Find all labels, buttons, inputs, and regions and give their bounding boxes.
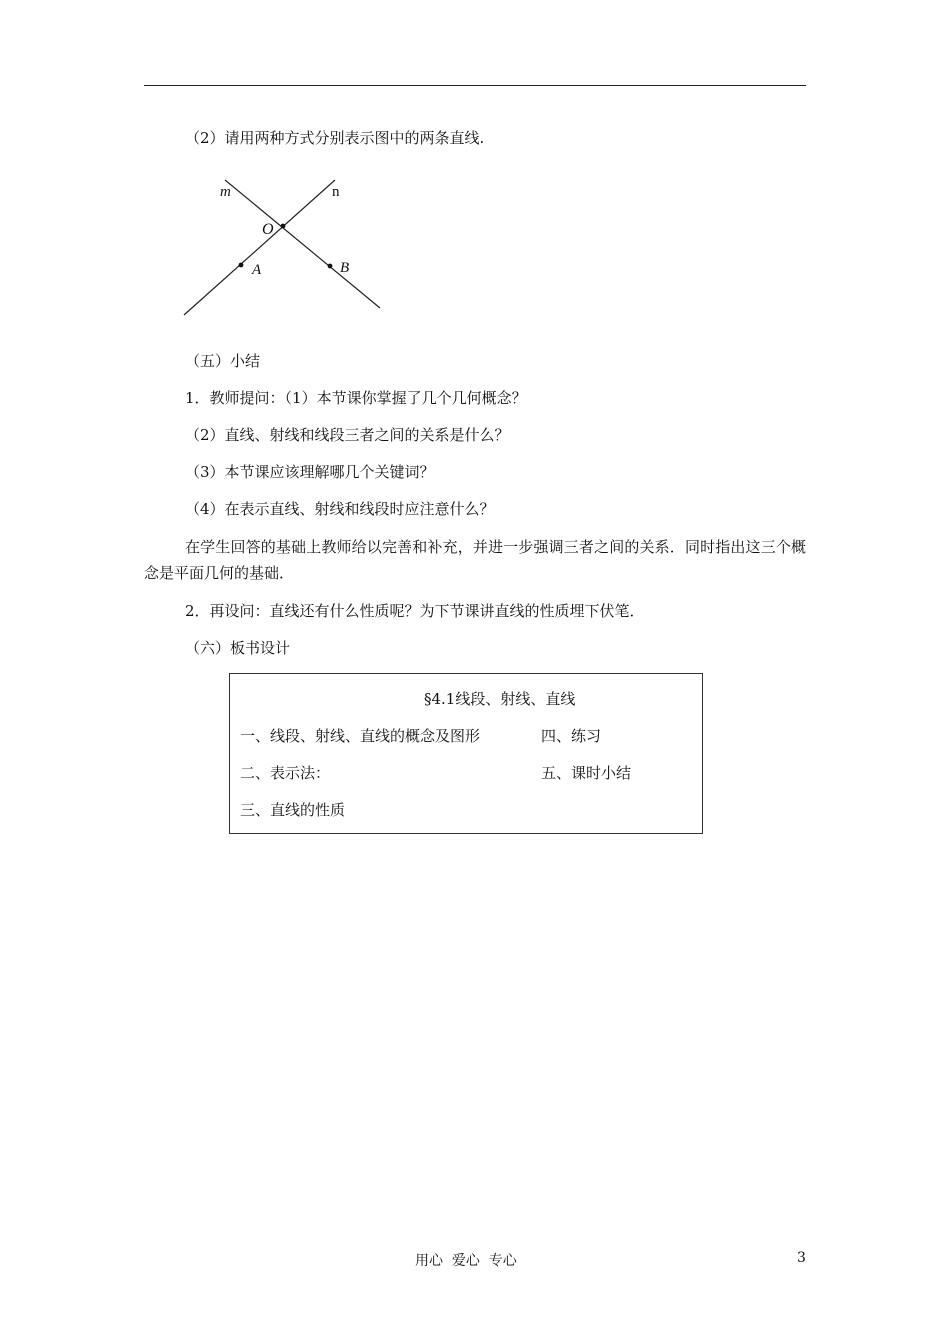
board-row-2-left: 二、表示法：	[240, 764, 331, 782]
board-row-2-right: 五、课时小结	[541, 764, 632, 782]
section-5-item-1: 1．教师提问：（1）本节课你掌握了几个几何概念？	[185, 389, 527, 407]
question-2: （2）请用两种方式分别表示图中的两条直线.	[185, 129, 485, 147]
board-title: §4.1线段、射线、直线	[424, 690, 576, 708]
section-5-question-4: （4）在表示直线、射线和线段时应注意什么？	[185, 500, 495, 518]
intersecting-lines-figure	[180, 170, 390, 320]
section-5-question-3: （3）本节课应该理解哪几个关键词？	[185, 463, 435, 481]
page-number: 3	[797, 1250, 806, 1266]
point-a	[239, 263, 244, 268]
label-n: n	[332, 184, 340, 200]
line-m	[184, 180, 335, 315]
footer-motto: 用心 爱心 专心	[415, 1253, 517, 1269]
board-row-1-left: 一、线段、射线、直线的概念及图形	[240, 727, 481, 745]
point-b	[328, 264, 333, 269]
blackboard-design-box	[229, 673, 703, 834]
section-5-paragraph: 在学生回答的基础上教师给以完善和补充，并进一步强调三者之间的关系．同时指出这三个概念是平面几何的基础．	[144, 538, 806, 582]
board-row-1-right: 四、练习	[541, 727, 602, 745]
point-o	[281, 224, 286, 229]
line-n	[225, 180, 380, 308]
label-o: O	[262, 221, 274, 238]
board-row-3-left: 三、直线的性质	[240, 801, 346, 819]
header-rule	[144, 85, 806, 86]
label-a: A	[252, 262, 262, 278]
label-m: m	[220, 184, 231, 200]
section-6-heading: （六）板书设计	[185, 639, 291, 657]
section-5-item-2: 2．再设问：直线还有什么性质呢？为下节课讲直线的性质埋下伏笔．	[185, 602, 645, 620]
section-5-heading: （五）小结	[185, 352, 261, 370]
section-5-question-2: （2）直线、射线和线段三者之间的关系是什么？	[185, 426, 510, 444]
label-b: B	[340, 260, 350, 276]
